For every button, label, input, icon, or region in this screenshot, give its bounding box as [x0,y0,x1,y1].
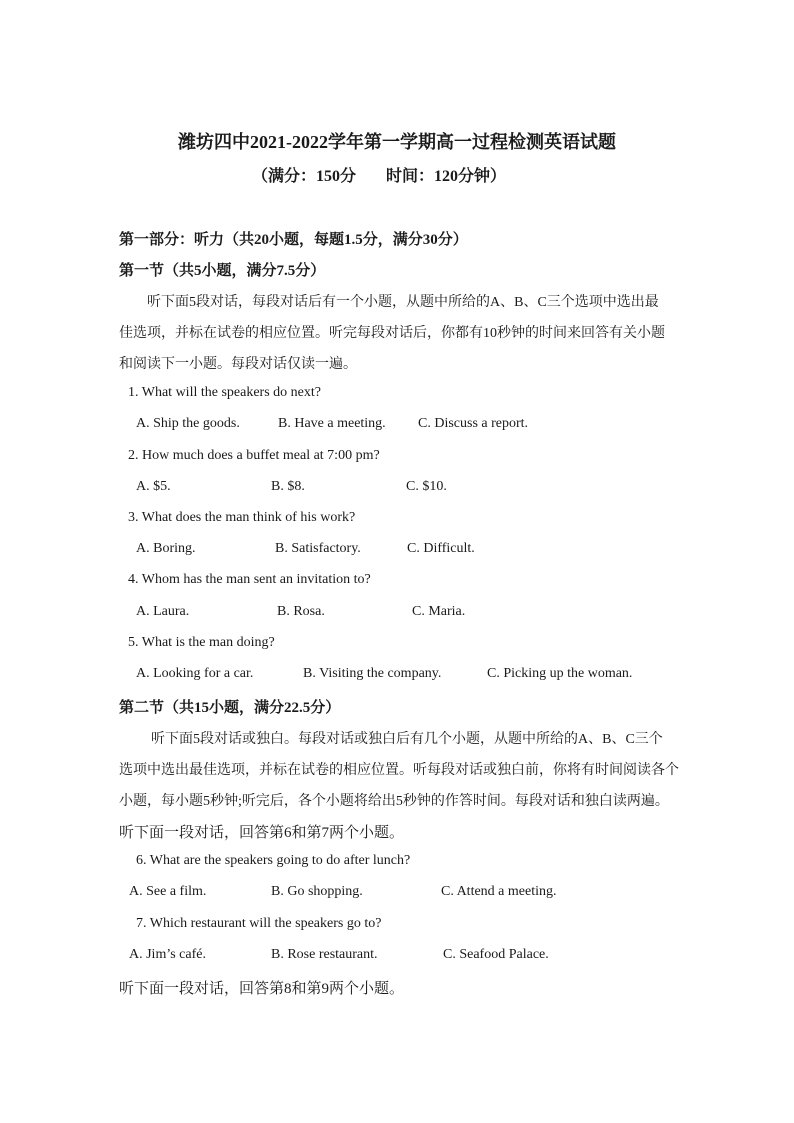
question-2-option-b: B. $8. [271,479,305,494]
question-5-stem: 5. What is the man doing? [128,635,275,650]
dialogue-group-2-instruction: 听下面一段对话，回答第8和第9两个小题。 [119,981,405,997]
question-1-stem: 1. What will the speakers do next? [128,385,321,400]
question-5-option-c: C. Picking up the woman. [487,666,633,681]
question-2-stem: 2. How much does a buffet meal at 7:00 pm? [128,448,380,463]
part1-heading: 第一部分：听力（共20小题，每题1.5分，满分30分） [119,232,468,248]
question-1-option-a: A. Ship the goods. [136,416,240,431]
question-2-option-c: C. $10. [406,479,447,494]
question-5-option-b: B. Visiting the company. [303,666,442,681]
question-7-option-b: B. Rose restaurant. [271,947,378,962]
section1-heading: 第一节（共5小题，满分7.5分） [119,263,326,279]
question-7-option-a: A. Jim’s café. [129,947,206,962]
section1-instruction-line3: 和阅读下一小题。每段对话仅读一遍。 [119,357,357,372]
section2-heading: 第二节（共15小题，满分22.5分） [119,700,341,716]
question-6-option-b: B. Go shopping. [271,884,363,899]
section2-instruction-line3: 小题，每小题5秒钟;听完后，各个小题将给出5秒钟的作答时间。每段对话和独白读两遍。 [119,794,669,809]
question-6-stem: 6. What are the speakers going to do after lunch? [136,853,411,868]
exam-title: 潍坊四中2021-2022学年第一学期高一过程检测英语试题 [178,132,616,152]
question-3-option-a: A. Boring. [136,541,196,556]
question-1-option-b: B. Have a meeting. [278,416,386,431]
question-2-option-a: A. $5. [136,479,171,494]
question-7-option-c: C. Seafood Palace. [443,947,549,962]
question-3-option-b: B. Satisfactory. [275,541,361,556]
question-1-option-c: C. Discuss a report. [418,416,529,431]
exam-subtitle [252,163,506,186]
question-3-stem: 3. What does the man think of his work? [128,510,356,525]
time-limit: 时间：120分钟） [386,168,507,185]
question-4-option-a: A. Laura. [136,604,190,619]
question-4-stem: 4. Whom has the man sent an invitation to? [128,572,371,587]
question-6-option-c: C. Attend a meeting. [441,884,557,899]
full-score: （满分：150分 [252,168,357,185]
section2-instruction-line2: 选项中选出最佳选项，并标在试卷的相应位置。听每段对话或独白前，你将有时间阅读各个 [119,763,679,778]
section1-instruction-line2: 佳选项，并标在试卷的相应位置。听完每段对话后，你都有10秒钟的时间来回答有关小题 [119,326,665,341]
section1-instruction-line1: 听下面5段对话，每段对话后有一个小题，从题中所给的A、B、C三个选项中选出最 [147,295,659,310]
question-6-option-a: A. See a film. [129,884,207,899]
question-3-option-c: C. Difficult. [407,541,475,556]
question-4-option-b: B. Rosa. [277,604,325,619]
question-7-stem: 7. Which restaurant will the speakers go to? [136,916,382,931]
dialogue-group-1-instruction: 听下面一段对话，回答第6和第7两个小题。 [119,825,405,841]
question-5-option-a: A. Looking for a car. [136,666,254,681]
question-4-option-c: C. Maria. [412,604,466,619]
section2-instruction-line1: 听下面5段对话或独白。每段对话或独白后有几个小题，从题中所给的A、B、C三个 [151,732,663,747]
